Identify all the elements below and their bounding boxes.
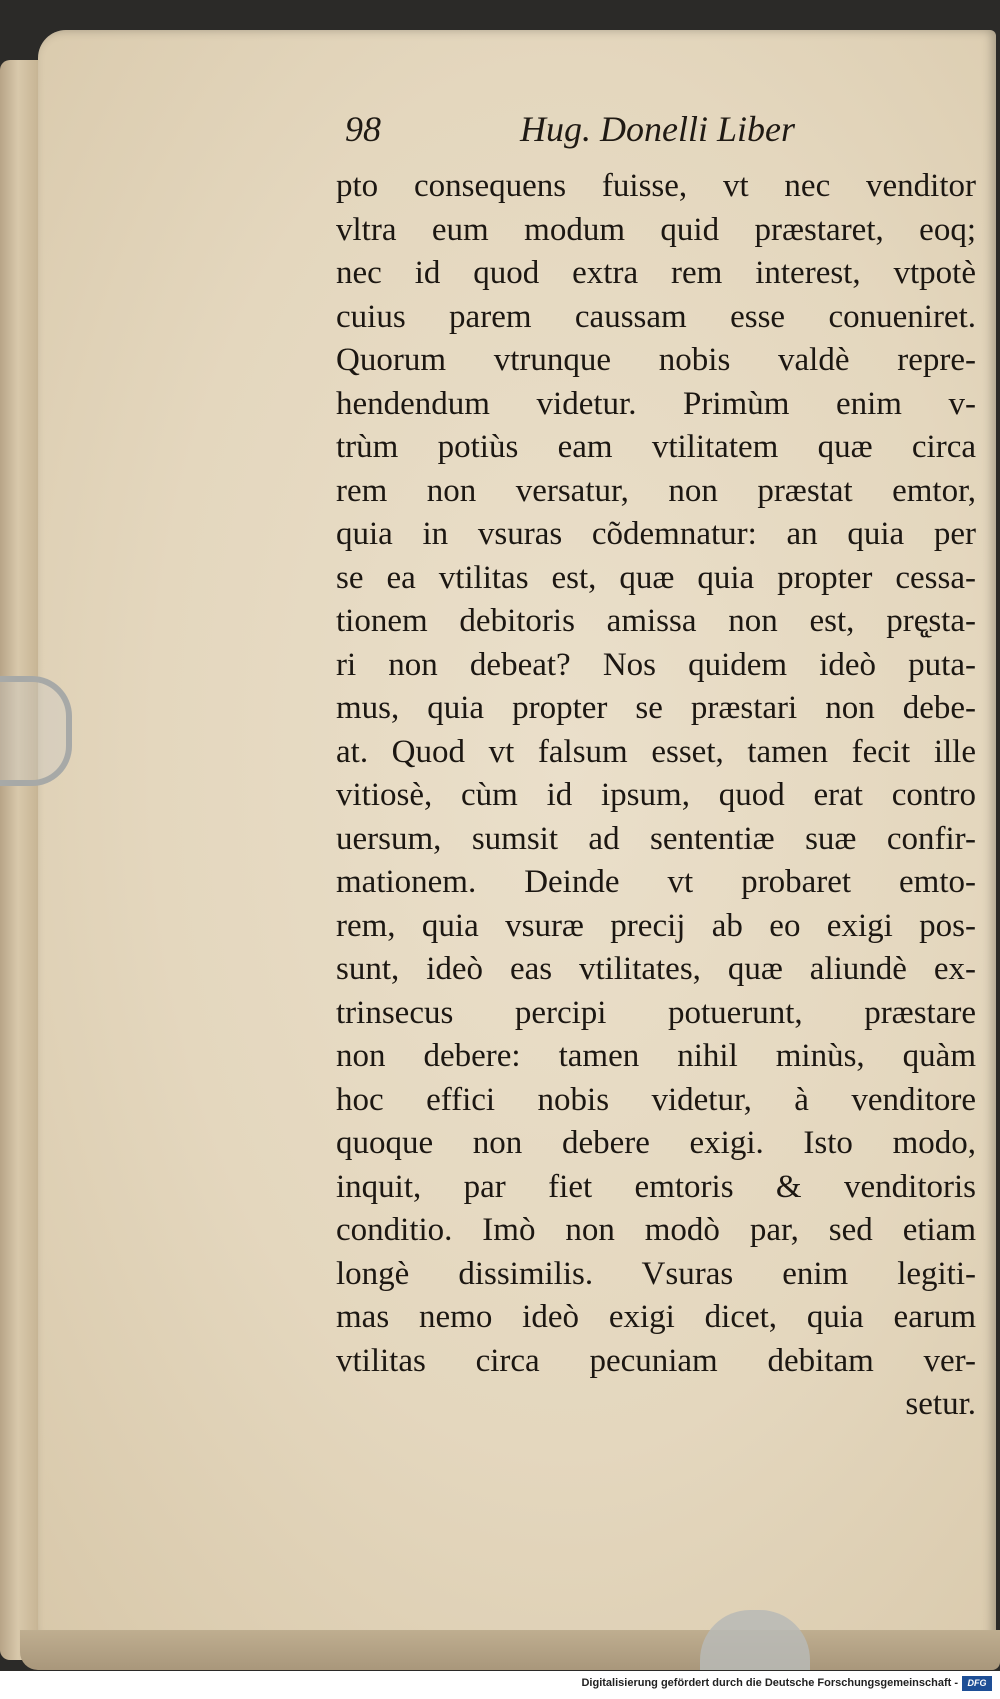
text-line: ri non debeat? Nos quidem ideò puta- — [336, 646, 976, 683]
text-line: mationem. Deinde vt probaret emto- — [336, 864, 976, 900]
text-line: mus, quia propter se præstari non debe- — [336, 690, 976, 726]
text-line: hendendum videtur. Primùm enim v- — [336, 385, 976, 422]
text-line: tionem debitoris amissa non est, prę̨sta- — [336, 603, 976, 639]
text-line: non debere: tamen nihil minùs, quàm — [336, 1038, 976, 1074]
text-line: trinsecus percipi potuerunt, præstare — [336, 994, 976, 1031]
text-line: nec id quod extra rem interest, vtpotè — [336, 255, 976, 291]
text-line: mas nemo ideò exigi dicet, quia earum — [336, 1299, 976, 1335]
text-line: uersum, sumsit ad sententiæ suæ confir- — [336, 820, 976, 857]
text-line: rem, quia vsuræ precij ab eo exigi pos- — [336, 907, 976, 944]
text-line: se ea vtilitas est, quæ quia propter cessa- — [336, 559, 976, 596]
text-line: conditio. Imò non modò par, sed etiam — [336, 1212, 976, 1248]
body-text — [336, 165, 976, 1427]
text-line: longè dissimilis. Vsuras enim legiti- — [336, 1255, 976, 1292]
running-head: Hug. Donelli Liber — [520, 109, 795, 149]
text-line: cuius parem caussam esse conueniret. — [336, 298, 976, 335]
text-line: vtilitas circa pecuniam debitam ver- — [336, 1342, 976, 1379]
text-line: trùm potiùs eam vtilitatem quæ circa — [336, 429, 976, 465]
text-line: quia in vsuras cõdemnatur: an quia per — [336, 516, 976, 552]
text-line: at. Quod vt falsum esset, tamen fecit ille — [336, 733, 976, 770]
catchword: setur. — [905, 1386, 976, 1422]
funding-credit: Digitalisierung gefördert durch die Deutsche Forschungsgemeinschaft - — [581, 1677, 958, 1689]
text-line: rem non versatur, non præstat emtor, — [336, 472, 976, 509]
text-line: inquit, par fiet emtoris & venditoris — [336, 1168, 976, 1205]
text-line: quoque non debere exigi. Isto modo, — [336, 1125, 976, 1161]
text-line: sunt, ideò eas vtilitates, quæ aliundè ex- — [336, 951, 976, 987]
text-line: pto consequens fuisse, vt nec venditor — [336, 168, 976, 204]
book-bottom-edge — [20, 1630, 1000, 1670]
text-line: vltra eum modum quid præstaret, eoq; — [336, 211, 976, 248]
text-line: hoc effici nobis videtur, à venditore — [336, 1081, 976, 1118]
text-line: Quorum vtrunque nobis valdè repre- — [336, 342, 976, 378]
dfg-logo: DFG — [962, 1676, 992, 1691]
page-number: 98 — [345, 109, 381, 149]
text-line: vitiosè, cùm id ipsum, quod erat contro — [336, 777, 976, 813]
footer-bar — [0, 1671, 1000, 1699]
page-header — [345, 108, 815, 158]
book-clamp-left — [0, 676, 72, 786]
